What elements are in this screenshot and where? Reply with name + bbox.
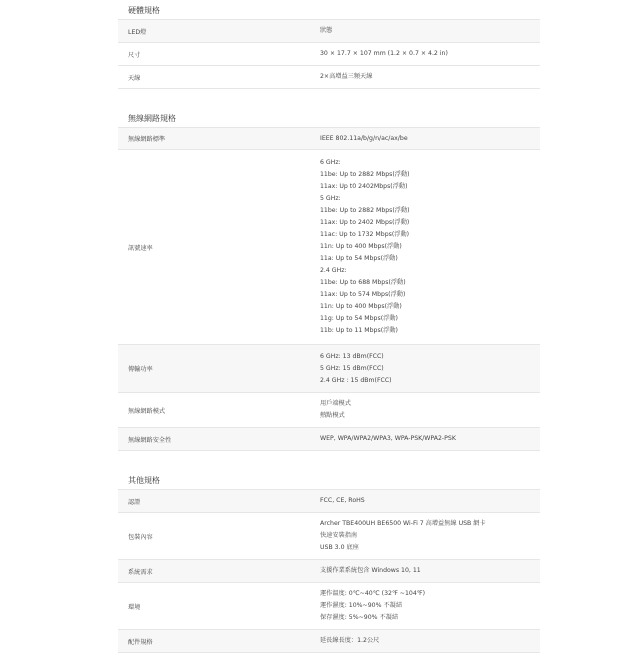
spec-value-line: 30 × 17.7 × 107 mm (1.2 × 0.7 × 4.2 in) [320,50,448,57]
section-title: 硬體規格 [118,3,540,20]
spec-table [118,0,540,653]
spec-label: 傳輸功率 [128,366,153,373]
spec-value-line: 狀態 [320,27,333,34]
spec-label: LED燈 [128,28,147,36]
spec-row [118,490,540,513]
spec-label: 訊號速率 [128,244,153,252]
section-title: 無線網路規格 [118,111,540,128]
spec-value-line: 11b: Up to 11 Mbps(浮動) [320,327,398,334]
spec-row [118,428,540,451]
spec-value-line: 運作濕度: 10%~90% 不凝結 [320,602,403,609]
spec-value-line: 用戶端模式 [320,400,351,407]
spec-value-line: 6 GHz: [320,159,341,166]
spec-value-line: 11a: Up to 54 Mbps(浮動) [320,255,398,262]
spec-value-line: 熱點模式 [320,412,345,419]
section-spacer [118,451,540,469]
spec-row [118,345,540,393]
spec-label: 無線網路模式 [128,407,166,415]
spec-value-line: 2.4 GHz : 15 dBm(FCC) [320,376,392,384]
spec-label: 無線網路安全性 [128,436,172,444]
spec-value [318,561,540,581]
spec-row [118,583,540,630]
spec-label: 環境 [128,603,141,611]
spec-row [118,513,540,560]
spec-value [318,584,540,628]
spec-value-line: IEEE 802.11a/b/g/n/ac/ax/be [320,134,408,142]
spec-label: 系統需求 [128,568,153,576]
spec-value-line: 11n: Up to 400 Mbps(浮動) [320,303,402,310]
section-title: 其他規格 [118,473,540,490]
spec-label: 認證 [128,498,141,506]
section-spacer [118,89,540,107]
spec-value [318,153,540,341]
spec-value [318,429,540,449]
spec-value-line: 6 GHz: 13 dBm(FCC) [320,352,384,360]
spec-value [318,129,540,149]
spec-row [118,630,540,653]
spec-row [118,393,540,428]
spec-label: 天線 [128,74,141,82]
spec-value-line: USB 3.0 底座 [320,544,359,551]
spec-value-line: 11ax: Up t0 2402Mbps(浮動) [320,183,408,190]
spec-value-line: 2×高增益三頻天線 [320,73,373,80]
spec-row [118,20,540,43]
spec-row [118,150,540,345]
spec-value-line: 11be: Up to 2882 Mbps(浮動) [320,171,410,178]
spec-value-line: 11ax: Up to 2402 Mbps(浮動) [320,219,410,226]
spec-label: 包裝內容 [128,533,153,541]
spec-value-line: 11be: Up to 688 Mbps(浮動) [320,279,406,286]
spec-value [318,21,540,41]
spec-label: 配件規格 [128,638,153,646]
spec-value [318,67,540,87]
spec-value-line: 2.4 GHz: [320,267,347,274]
spec-row [118,128,540,150]
spec-value-line: 5 GHz: [320,195,341,202]
spec-value-line: 保存濕度: 5%~90% 不凝結 [320,614,399,621]
spec-value-line: 11n: Up to 400 Mbps(浮動) [320,243,402,250]
spec-value-line: 11ax: Up to 574 Mbps(浮動) [320,291,406,298]
spec-row [118,560,540,583]
spec-value [318,347,540,391]
spec-label: 無線網路標準 [128,136,166,143]
spec-value-line: Archer TBE400UH BE6500 Wi-Fi 7 高增益無線 USB 網卡 [320,520,486,527]
spec-value [318,394,540,426]
spec-value [318,631,540,651]
spec-value-line: FCC, CE, RoHS [320,497,365,504]
spec-value-line: 支援作業系統包含 Windows 10, 11 [320,567,421,574]
spec-value-line: 延長線長度：1.2公尺 [320,637,380,644]
spec-value-line: 快速安裝指南 [320,532,358,539]
spec-value-line: 5 GHz: 15 dBm(FCC) [320,364,384,372]
spec-value-line: WEP, WPA/WPA2/WPA3, WPA-PSK/WPA2-PSK [320,435,456,442]
spec-value-line: 11ac: Up to 1732 Mbps(浮動) [320,231,410,238]
spec-value [318,44,540,64]
spec-label: 尺寸 [128,51,141,59]
spec-value-line: 11be: Up to 2882 Mbps(浮動) [320,207,410,214]
spec-value [318,491,540,511]
spec-value-line: 運作溫度: 0℃~40℃ (32℉ ~104℉) [320,590,426,597]
spec-row [118,43,540,66]
spec-row [118,66,540,89]
spec-value [318,514,540,558]
spec-value-line: 11g: Up to 54 Mbps(浮動) [320,315,398,322]
